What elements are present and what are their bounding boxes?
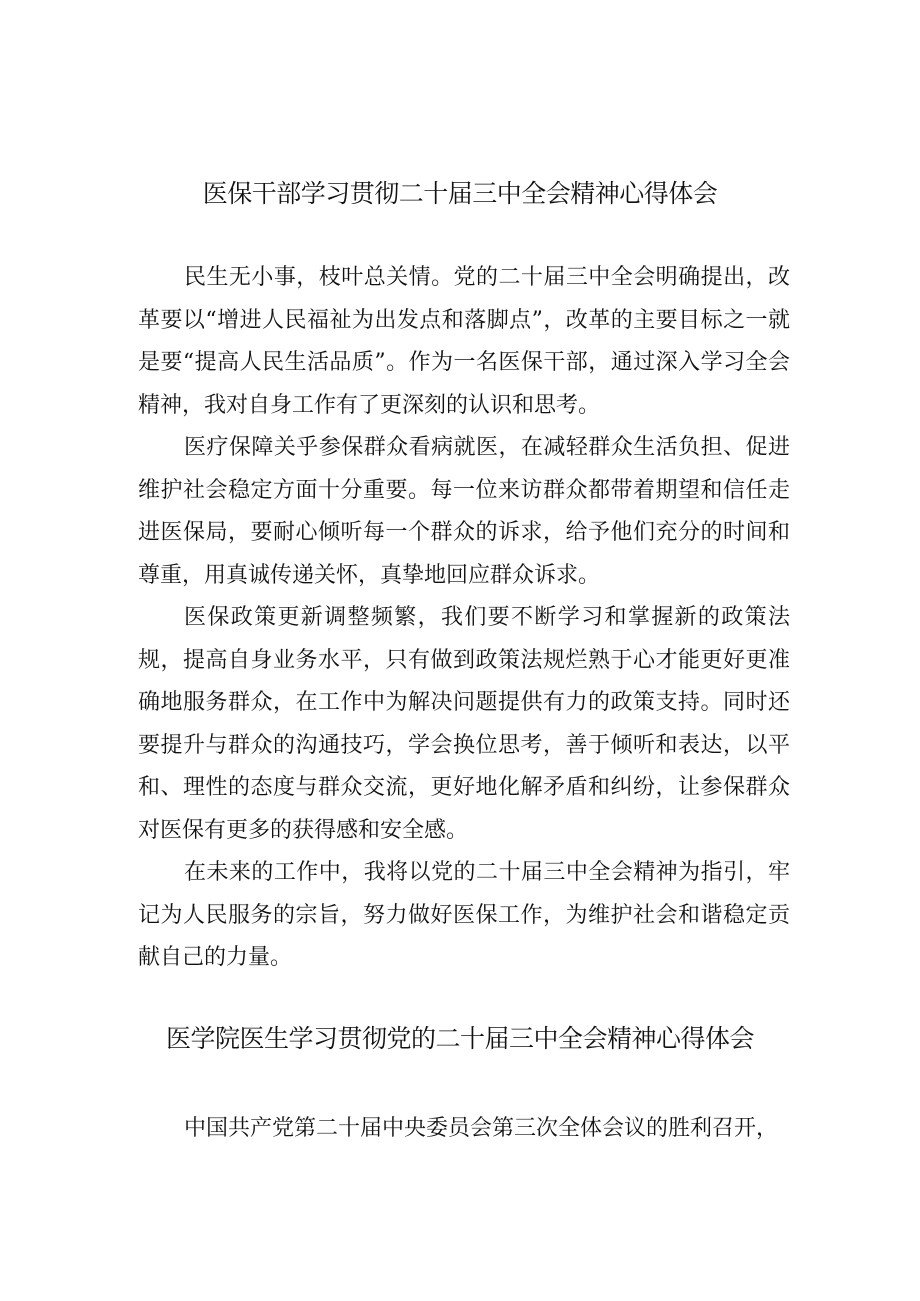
article1-paragraph-2: 医疗保障关乎参保群众看病就医，在减轻群众生活负担、促进维护社会稳定方面十分重要。每一位来访群众都带着期望和信任走进医保局，要耐心倾听每一个群众的诉求，给予他们充分的时间和尊重，用真诚传递关怀，真挚地回应群众诉求。: [138, 435, 790, 588]
article1-paragraph-3: 医保政策更新调整频繁，我们要不断学习和掌握新的政策法规，提高自身业务水平，只有做到政策法规烂熟于心才能更好更准确地服务群众，在工作中为解决问题提供有力的政策支持。同时还要提升与群众的沟通技巧，学会换位思考，善于倾听和表达，以平和、理性的态度与群众交流，更好地化解矛盾和纠纷，让参保群众对医保有更多的获得感和安全感。: [138, 605, 790, 843]
article-title-2: 医学院医生学习贯彻党的二十届三中全会精神心得体会: [165, 1024, 754, 1053]
article1-paragraph-1: 民生无小事，枝叶总关情。党的二十届三中全会明确提出，改革要以“增进人民福祉为出发点和落脚点”，改革的主要目标之一就是要“提高人民生活品质”。作为一名医保干部，通过深入学习全会精神，我对自身工作有了更深刻的认识和思考。: [138, 265, 790, 418]
article1-paragraph-4: 在未来的工作中，我将以党的二十届三中全会精神为指引，牢记为人民服务的宗旨，努力做好医保工作，为维护社会和谐稳定贡献自己的力量。: [138, 860, 790, 971]
article2-paragraph-1: 中国共产党第二十届中央委员会第三次全体会议的胜利召开，: [184, 1116, 779, 1141]
article-title-1: 医保干部学习贯彻二十届三中全会精神心得体会: [202, 179, 718, 208]
